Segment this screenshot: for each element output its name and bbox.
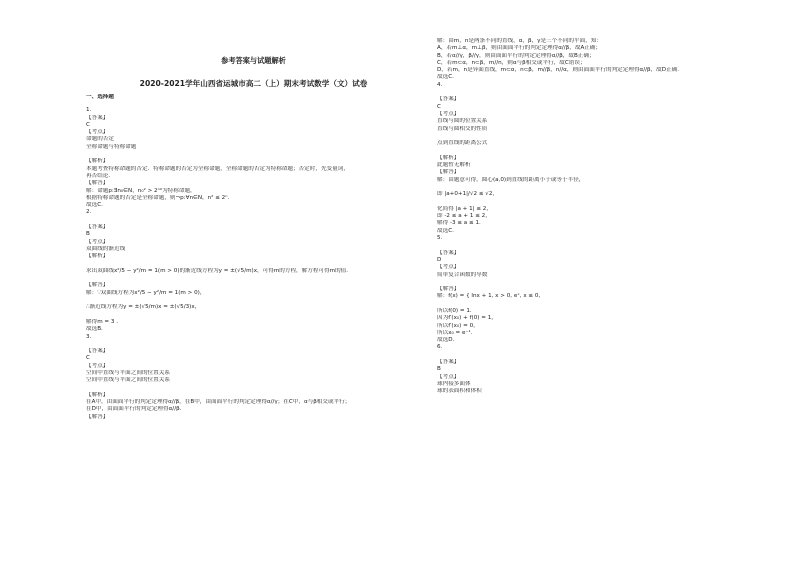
text-line: 【答案】 (86, 114, 109, 121)
text-line: 【答案】 (86, 224, 109, 231)
text-line: C，若m⊂α，n⊂β，m//n，则α与β相交或平行，故C错误； (437, 59, 586, 66)
section-heading: 一、选择题 (86, 94, 114, 100)
text-line (437, 199, 767, 206)
text-line (437, 242, 767, 249)
text-line: 【解答】 (437, 286, 460, 293)
text-line: 【考点】 (437, 373, 460, 380)
text-line: 【答案】 (437, 249, 460, 256)
text-line (437, 352, 767, 359)
text-line: 再否结论． (86, 172, 114, 179)
text-line: 【解答】 (437, 169, 460, 176)
text-line: 因为f′(x₀) + f(0) = 1， (437, 315, 497, 322)
text-line: 在A中，由面面平行的判定定理得α//β，在B中，由面面平行的判定定理得α//γ；在C中，α与β相交或平行； (86, 399, 351, 406)
text-line: 解得m = 3 . (86, 318, 118, 325)
text-line: 【考点】 (86, 129, 109, 136)
text-line: D (437, 256, 442, 263)
text-line: 直线与圆相交的性质 (437, 125, 488, 132)
text-line: 5. (437, 235, 443, 242)
text-line: ∴渐近线方程为y = ±(√5/m)x = ±(√5/3)x， (86, 304, 201, 311)
text-line: 故选D. (437, 337, 455, 344)
text-line: 空间中直线与平面之间的位置关系 (86, 369, 170, 376)
text-line: 【答案】 (437, 96, 460, 103)
left-column (86, 94, 421, 421)
text-line (86, 385, 421, 392)
text-line: B，若α//γ，β//γ，则由面面平行的判定定理得α//β，故B正确； (437, 52, 595, 59)
text-line: 【考点】 (86, 238, 109, 245)
text-line: 球的表面积和体积 (437, 388, 482, 395)
text-line (437, 133, 767, 140)
text-line: 【答案】 (437, 359, 460, 366)
text-line: 求出双曲线x²/5 − y²/m = 1(m > 0)的渐近线方程为y = ±(√5/m)x，可得m的方程，解方程可得m的值. (86, 267, 349, 274)
text-line: 全称命题与特称命题 (86, 143, 137, 150)
text-line: 本题考查特称命题的否定．特称命题的否定为全称命题，全称命题的否定为特称命题；否定时，先变量词， (86, 165, 349, 172)
text-line (437, 89, 767, 96)
text-line: 在D中，由面面平行的判定定理得α//β. (86, 406, 182, 413)
text-line: 即 |a+0+1|/√2 ≤ √2， (437, 191, 499, 198)
text-line: 解：命题p:∃n₀∈N，n₀² > 2ⁿ⁰为特称命题， (86, 187, 196, 194)
text-line: 化简得 |a + 1| ≤ 2， (437, 205, 492, 212)
text-line: 球内接多面体 (437, 380, 471, 387)
text-line (437, 301, 767, 308)
text-line: 故选C. (86, 202, 103, 209)
text-line: 解：由题意可得，圆心(a,0)到直线的距离小于或等于半径， (437, 176, 585, 183)
text-line: 解得 -3 ≤ a ≤ 1. (437, 220, 481, 227)
text-line (437, 279, 767, 286)
text-line: 4. (437, 81, 443, 88)
text-line (86, 297, 421, 304)
text-line: 所以f′(x₀) = 0， (437, 322, 479, 329)
text-line: 故选C. (437, 227, 454, 234)
text-line: 即 -2 ≤ a + 1 ≤ 2， (437, 213, 491, 220)
text-line: 3. (86, 333, 92, 340)
text-line: A，若m⊥α，m⊥β，则由面面平行的判定定理得α//β，故A正确； (437, 45, 602, 52)
text-line (437, 184, 767, 191)
text-line: 【解析】 (86, 391, 109, 398)
text-line: 解：∵双曲线方程为x²/5 − y²/m = 1(m > 0)， (86, 289, 206, 296)
text-line: 解：由m，n是两条不同的直线，α，β，γ是三个不同的平面，知： (437, 38, 603, 44)
text-line: B (437, 366, 441, 373)
text-line (86, 151, 421, 158)
text-line: 命题的否定 (86, 136, 114, 143)
text-line: 【考点】 (86, 362, 109, 369)
text-line: 【解答】 (86, 413, 109, 420)
text-line: 【解答】 (86, 180, 109, 187)
text-line: B (86, 231, 90, 238)
text-line: 【答案】 (86, 348, 109, 355)
text-line (86, 217, 421, 224)
text-line: 【考点】 (437, 110, 460, 117)
text-line (437, 147, 767, 154)
text-line: C (437, 103, 441, 110)
text-line (86, 275, 421, 282)
text-line: 故选B. (86, 326, 103, 333)
text-line: C (86, 121, 90, 128)
text-line: 所以f(0) = 1. (437, 307, 472, 314)
text-line: 所以x₀ = e⁻¹. (437, 329, 473, 336)
text-line: 此题暂无解析 (437, 162, 471, 169)
text-line: 【解答】 (86, 282, 109, 289)
page-title: 参考答案与试题解析 (221, 56, 286, 65)
text-line (86, 261, 421, 268)
text-line: C (86, 355, 90, 362)
text-line: 点到直线的距离公式 (437, 140, 488, 147)
text-line: 故选C. (437, 74, 454, 81)
text-line: 直线与圆的位置关系 (437, 118, 488, 125)
text-line: 【解析】 (437, 154, 460, 161)
text-line: 【解析】 (86, 253, 109, 260)
text-line: 1. (86, 107, 92, 114)
text-line: 解：f(x) = { lnx + 1, x > 0, eˣ, x ≤ 0, (437, 293, 541, 300)
text-line (86, 312, 421, 319)
text-line: 【考点】 (437, 264, 460, 271)
text-line: 6. (437, 344, 443, 351)
text-line: D，若m，n是异面直线，m⊂α，n⊂β，m//β，n//α，则由面面平行的判定定理得α//β，故D正确. (437, 67, 680, 74)
text-line: 空间中直线与平面之间的位置关系 (86, 377, 170, 384)
text-line (86, 341, 421, 348)
text-line: 简单复合函数的导数 (437, 271, 488, 278)
exam-title: 2020-2021学年山西省运城市高二（上）期末考试数学（文）试卷 (139, 79, 368, 88)
text-line: 2. (86, 209, 92, 216)
text-line: 【解析】 (86, 158, 109, 165)
text-line: 双曲线的渐近线 (86, 245, 126, 252)
text-line: 根据特称命题的否定是全称命题，则¬p:∀n∈N，n² ≤ 2ⁿ. (86, 194, 230, 201)
right-column (437, 38, 767, 396)
